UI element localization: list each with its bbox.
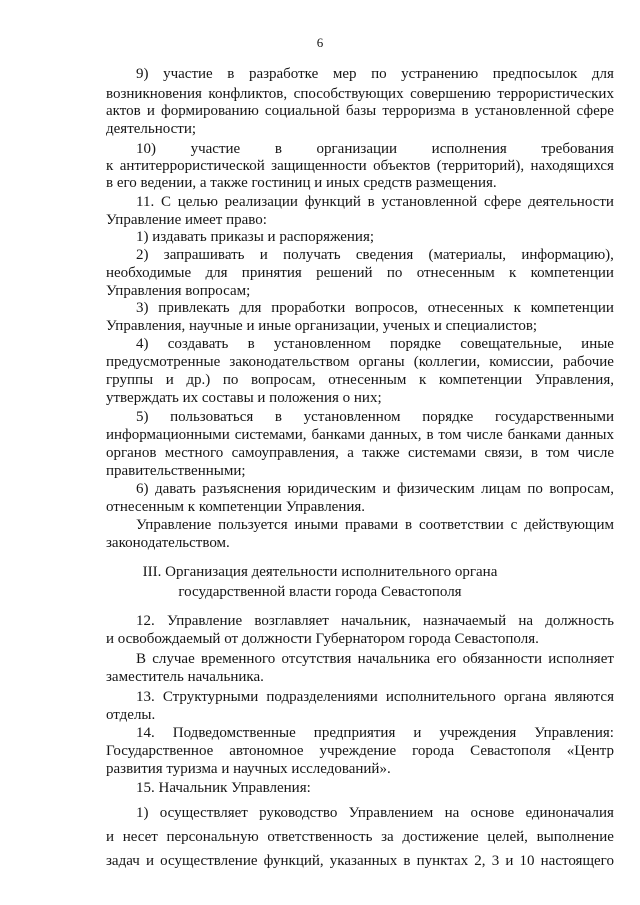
text-line: 15. Начальник Управления: xyxy=(136,780,311,796)
text-line: деятельности; xyxy=(106,121,197,137)
text-line: отнесенным к компетенции Управления. xyxy=(106,499,366,515)
text-line: 1) издавать приказы и распоряжения; xyxy=(136,229,375,245)
page-number: 6 xyxy=(316,35,324,50)
text-line: 2) запрашивать и получать сведения (материалы, информацию), xyxy=(136,247,614,263)
text-line: отделы. xyxy=(106,707,156,723)
text-line: 4) создавать в установленном порядке совещательные, иные xyxy=(136,336,614,352)
text-line: органов местного самоуправления, а также системами связи, в том числе xyxy=(106,445,614,461)
text-line: и освобождаемый от должности Губернатором города Севастополя. xyxy=(106,631,539,647)
text-line: 11. С целью реализации функций в установленной сфере деятельности xyxy=(136,194,614,210)
text-line: 6) давать разъяснения юридическим и физическим лицам по вопросам, xyxy=(136,481,614,497)
text-line: необходимые для принятия решений по отнесенным к компетенции xyxy=(106,265,614,281)
text-line: 10) участие в организации исполнения требования xyxy=(136,141,614,157)
text-line: Управление имеет право: xyxy=(106,212,267,228)
text-line: 13. Структурными подразделениями исполнительного органа являются xyxy=(136,689,614,705)
text-line: 1) осуществляет руководство Управлением на основе единоначалия xyxy=(136,805,614,821)
text-line: 3) привлекать для проработки вопросов, отнесенных к компетенции xyxy=(136,300,614,316)
text-line: Государственное автономное учреждение города Севастополя «Центр xyxy=(106,743,614,759)
text-line: правительственными; xyxy=(106,463,246,479)
text-line: в его ведении, а также гостиниц и иных средств размещения. xyxy=(106,175,497,191)
text-line: Управления вопросам; xyxy=(106,283,251,299)
text-line: 9) участие в разработке мер по устранению предпосылок для xyxy=(136,66,614,82)
text-line: В случае временного отсутствия начальника его обязанности исполняет xyxy=(136,651,614,667)
text-line: III. Организация деятельности исполнительного органа xyxy=(142,564,498,580)
text-line: к антитеррористической защищенности объектов (территорий), находящихся xyxy=(106,158,614,174)
text-line: утверждать их составы и положения о них; xyxy=(106,390,382,406)
text-line: развития туризма и научных исследований». xyxy=(106,761,391,777)
text-line: 5) пользоваться в установленном порядке государственными xyxy=(136,409,614,425)
text-line: и несет персональную ответственность за достижение целей, выполнение xyxy=(106,829,614,845)
text-line: группы и др.) по вопросам, отнесенным к компетенции Управления, xyxy=(106,372,614,388)
text-line: государственной власти города Севастополя xyxy=(178,584,462,600)
text-line: задач и осуществление функций, указанных в пунктах 2, 3 и 10 настоящего xyxy=(106,853,614,869)
text-line: возникновения конфликтов, способствующих совершению террористических xyxy=(106,86,614,102)
text-line: Управление пользуется иными правами в соответствии с действующим xyxy=(136,517,614,533)
text-line: законодательством. xyxy=(106,535,230,551)
text-line: актов и формированию социальной базы терроризма в установленной сфере xyxy=(106,103,614,119)
text-line: 14. Подведомственные предприятия и учреждения Управления: xyxy=(136,725,614,741)
text-line: предусмотренные законодательством органы (коллегии, комиссии, рабочие xyxy=(106,354,614,370)
text-line: информационными системами, банками данных, в том числе банками данных xyxy=(106,427,614,443)
text-line: Управления, научные и иные организации, ученых и специалистов; xyxy=(106,318,538,334)
text-line: заместитель начальника. xyxy=(106,669,264,685)
text-line: 12. Управление возглавляет начальник, назначаемый на должность xyxy=(136,613,614,629)
